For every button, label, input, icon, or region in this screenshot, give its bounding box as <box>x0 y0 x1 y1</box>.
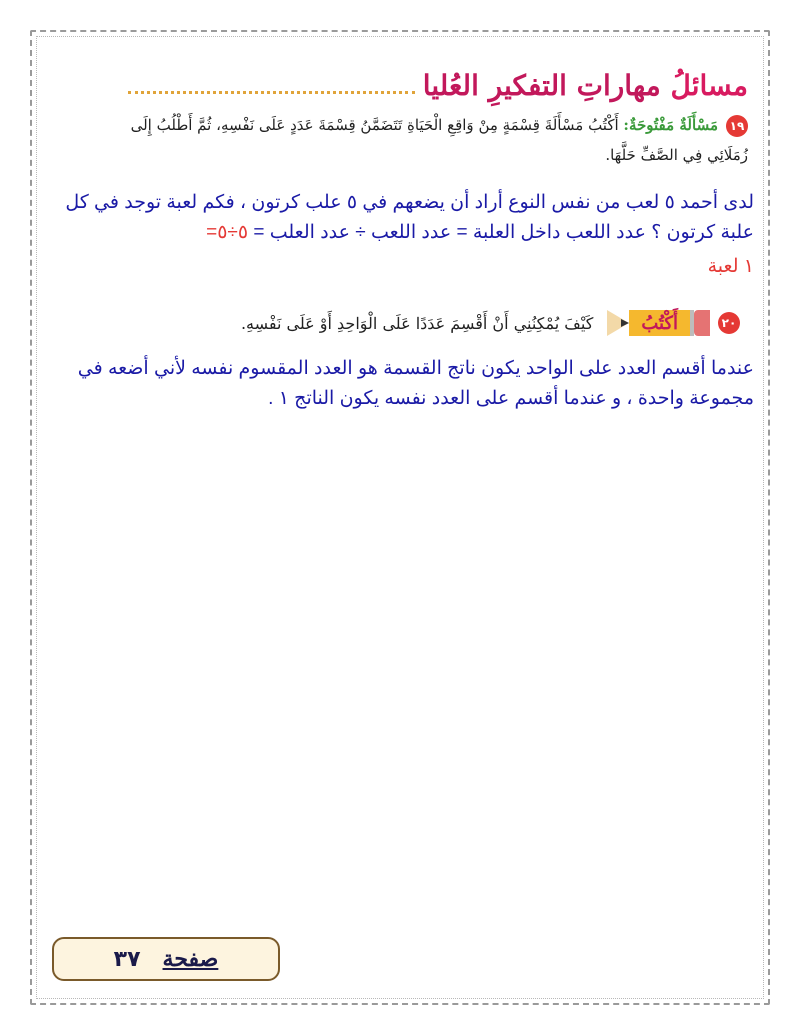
answer-19-equation: ٥÷٥= <box>206 222 249 243</box>
question-19-label: مَسْأَلَةٌ مَفْتُوحَةٌ: <box>623 116 718 134</box>
page-label: صفحة <box>162 946 219 972</box>
answer-19 <box>42 188 754 248</box>
question-19-text: أَكْتُبُ مَسْأَلَةَ قِسْمَةٍ مِنْ وَاقِعِ الْحَيَاةِ تَتَضَمَّنُ قِسْمَةَ عَدَدٍ عَلَى نَفْسِهِ، ثُمَّ أَطْلُبُ إِلَى زُمَلَائِي فِي الصَّفِّ حَلَّهَا. <box>130 116 748 164</box>
pencil-lead <box>621 319 629 327</box>
page-number-badge <box>52 937 280 981</box>
pencil-tip <box>607 310 629 336</box>
question-20 <box>100 303 740 343</box>
question-20-text: كَيْفَ يُمْكِنُنِي أَنْ أَقْسِمَ عَدَدًا عَلَى الْوَاحِدِ أَوْ عَلَى نَفْسِهِ. <box>240 313 594 333</box>
write-label: أَكْتُبُ <box>629 310 690 336</box>
answer-20: عندما أقسم العدد على الواحد يكون ناتج القسمة هو العدد المقسوم نفسه لأني أضعه في مجموعة واحدة ، و عندما أقسم على العدد نفسه يكون الناتج ١ . <box>77 358 754 409</box>
title-main-word: مسائلُ <box>670 69 748 102</box>
write-pencil-icon <box>607 310 710 336</box>
section-title-text <box>423 69 748 102</box>
section-title <box>128 58 748 102</box>
answer-19-result: ١ لعبة <box>707 256 754 277</box>
pencil-band <box>690 310 694 336</box>
question-19 <box>108 110 748 170</box>
answer-19-text: لدى أحمد ٥ لعب من نفس النوع أراد أن يضعهم في ٥ علب كرتون ، فكم لعبة توجد في كل علبة كرتون ؟ عدد اللعب داخل العلبة = عدد اللعب ÷ عدد العلب = <box>65 192 754 243</box>
title-rest-words: مهاراتِ التفكيرِ العُليا <box>422 69 661 102</box>
pencil-eraser <box>694 310 710 336</box>
question-number-badge: ١٩ <box>726 115 748 137</box>
page-number: ٣٧ <box>113 946 141 972</box>
question-number-badge: ٢٠ <box>718 312 740 334</box>
title-dotted-rule <box>128 91 415 94</box>
